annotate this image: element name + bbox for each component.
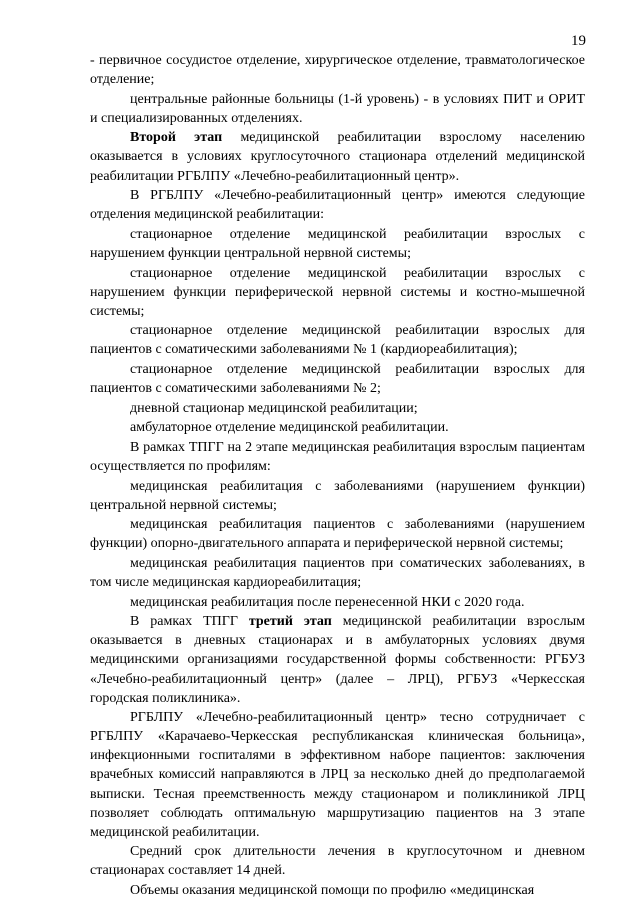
paragraph: медицинская реабилитация с заболеваниями (нарушением функции) центральной нервной системы; [90, 478, 585, 513]
paragraph: дневной стационар медицинской реабилитации; [130, 400, 418, 416]
paragraph: стационарное отделение медицинской реабилитации взрослых для пациентов с соматическими заболеваниями № 1 (кардиореабилитация); [90, 323, 585, 358]
paragraph-text: медицинской реабилитации взрослому населению оказывается в условиях круглосуточного стационара отделений медицинской реабилитации РГБЛПУ «Лечебно-реабилитационный центр». [90, 130, 585, 184]
stage-heading: Второй этап [130, 130, 223, 146]
paragraph: В рамках ТПГГ на 2 этапе медицинская реабилитация взрослым пациентам осуществляется по профилям: [90, 439, 585, 474]
paragraph-text: медицинской реабилитации взрослым оказывается в дневных стационарах и в амбулаторных условиях двумя медицинскими организациями государственной формы собственности: РГБУЗ «Лечебно-реабилитационный центр» (далее – ЛРЦ), РГБУЗ «Черкесская городская поликлиника». [90, 614, 585, 706]
stage-heading: третий этап [248, 614, 332, 630]
paragraph: стационарное отделение медицинской реабилитации взрослых с нарушением функции центральной нервной системы; [90, 226, 585, 261]
paragraph: В РГБЛПУ «Лечебно-реабилитационный центр» имеются следующие отделения медицинской реабилитации: [90, 188, 585, 223]
paragraph: Средний срок длительности лечения в круглосуточном и дневном стационарах составляет 14 дней. [90, 844, 585, 879]
paragraph: стационарное отделение медицинской реабилитации взрослых для пациентов с соматическими заболеваниями № 2; [90, 362, 585, 397]
document-body [90, 51, 585, 901]
paragraph: медицинская реабилитация пациентов с заболеваниями (нарушением функции) опорно-двигательного аппарата и периферической нервной системы; [90, 517, 585, 552]
paragraph: Объемы оказания медицинской помощи по профилю «медицинская [130, 883, 535, 899]
paragraph: центральные районные больницы (1-й уровень) - в условиях ПИТ и ОРИТ и специализированных отделениях. [90, 91, 585, 126]
paragraph: амбулаторное отделение медицинской реабилитации. [130, 420, 449, 436]
page-number: 19 [571, 33, 586, 49]
paragraph [90, 612, 585, 707]
paragraph-text: В рамках ТПГГ [130, 614, 249, 630]
paragraph [90, 128, 585, 185]
paragraph: - первичное сосудистое отделение, хирургическое отделение, травматологическое отделение; [90, 53, 585, 88]
paragraph: медицинская реабилитация после перенесенной НКИ с 2020 года. [130, 594, 525, 610]
paragraph: РГБЛПУ «Лечебно-реабилитационный центр» тесно сотрудничает с РГБЛПУ «Карачаево-Черкесская республиканская клиническая больница», инфекционными госпиталями в эффективном наборе пациентов: заключения врачебных комиссий направляются в ЛРЦ за несколько дней до предполагаемой выписки. Тесная преемственность между стационаром и поликлиникой ЛРЦ позволяет соблюдать оптимальную маршрутизацию пациентов на 3 этапе медицинской реабилитации. [90, 710, 585, 840]
paragraph: стационарное отделение медицинской реабилитации взрослых с нарушением функции периферической нервной системы и костно-мышечной системы; [90, 265, 585, 319]
paragraph: медицинская реабилитация пациентов при соматических заболеваниях, в том числе медицинская кардиореабилитация; [90, 555, 585, 591]
